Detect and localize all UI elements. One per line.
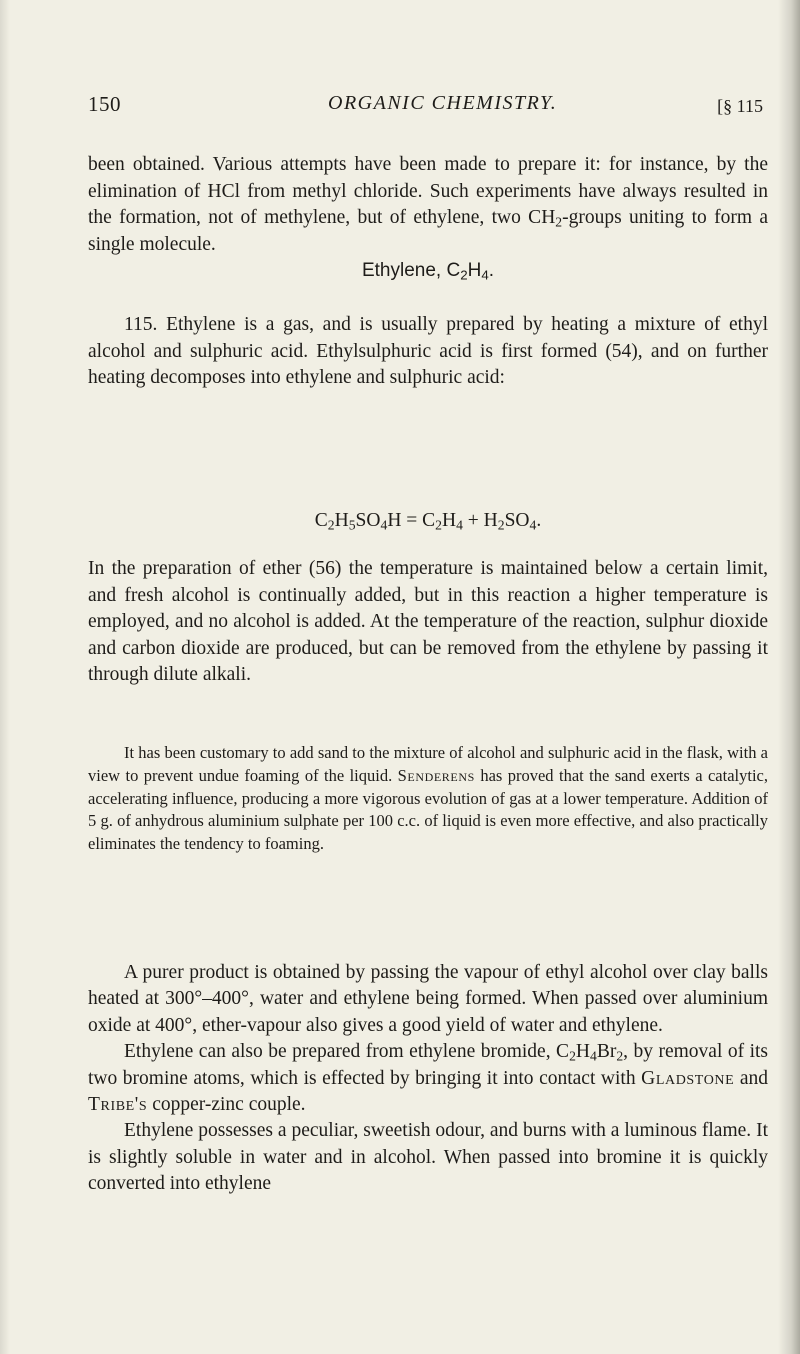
ethylene-bromide-paragraph bbox=[88, 1039, 768, 1118]
section-115-paragraph bbox=[88, 312, 768, 392]
section-115-block bbox=[88, 312, 768, 392]
section-reference: [§ 115 bbox=[717, 96, 763, 116]
section-115-text: Ethylene is a gas, and is usually prepared by heating a mixture of ethyl alcohol and sulphuric acid. Ethylsulphuric acid is first formed (54), and on further heating decomposes into ethylene and sulphuric acid: bbox=[88, 314, 768, 389]
purer-product-paragraph: A purer product is obtained by passing the vapour of ethyl alcohol over clay balls heated at 300°–400°, water and ethylene being formed. When passed over aluminium oxide at 400°, ether-vapour also gives a good yield of water and ethylene. bbox=[88, 962, 768, 1036]
page-number: 150 bbox=[88, 92, 121, 116]
small-print-note bbox=[88, 742, 768, 856]
intro-paragraph: been obtained. Various attempts have been made to prepare it: for instance, by the elimination of HCl from methyl chloride. Such experiments have always resulted in the formation, not of methylene, but of ethylene, two $CH_2$-groups uniting to form a single molecule. bbox=[88, 154, 768, 255]
bromide-text-mid: and bbox=[734, 1067, 768, 1089]
ether-paragraph-block bbox=[88, 556, 768, 689]
bromide-text-before: Ethylene can also be prepared from ethylene bromide, $C_2H_4Br_2$, by removal of its two bromine atoms, which is effected by bringing it into contact with bbox=[88, 1041, 768, 1089]
page-left-edge-shading bbox=[0, 0, 10, 1354]
page-header bbox=[88, 92, 773, 122]
note-author-name: Senderens bbox=[397, 765, 475, 785]
section-heading: Ethylene, $C_2H_4$. bbox=[361, 260, 495, 283]
bromide-text-after: copper-zinc couple. bbox=[147, 1094, 306, 1116]
purer-product-block bbox=[88, 960, 768, 1198]
intro-paragraph-block bbox=[88, 152, 768, 258]
author-name-tribe: Tribe's bbox=[88, 1094, 148, 1116]
note-block bbox=[88, 742, 768, 856]
note-text-before: It has been customary to add sand to the mixture of alcohol and sulphuric acid in the flask, with a view to prevent undue foaming of the liquid. bbox=[88, 743, 768, 785]
note-text-after: has proved that the sand exerts a catalytic, accelerating influence, producing a more vigorous evolution of gas at a lower temperature. Addition of 5 g. of anhydrous aluminium sulphate per 100 c.c. of liquid is even more effective, and also practically eliminates the tendency to foaming. bbox=[88, 765, 768, 854]
running-head: ORGANIC CHEMISTRY. bbox=[328, 92, 558, 114]
section-number: 115. bbox=[124, 314, 158, 335]
odour-paragraph: Ethylene possesses a peculiar, sweetish odour, and burns with a luminous flame. It is slightly soluble in water and in alcohol. When passed into bromine it is quickly converted into ethylene bbox=[88, 1120, 768, 1195]
ether-paragraph: In the preparation of ether (56) the temperature is maintained below a certain limit, and fresh alcohol is continually added, but in this reaction a higher temperature is employed, and no alcohol is added. At the temperature of the reaction, sulphur dioxide and carbon dioxide are produced, but can be removed from the ethylene by passing it through dilute alkali. bbox=[88, 558, 768, 686]
page-right-edge-shading bbox=[778, 0, 800, 1354]
reaction-equation: $C_2H_5SO_4H = C_2H_4 + H_2SO_4$. bbox=[314, 510, 542, 533]
author-name-gladstone: Gladstone bbox=[641, 1067, 735, 1089]
